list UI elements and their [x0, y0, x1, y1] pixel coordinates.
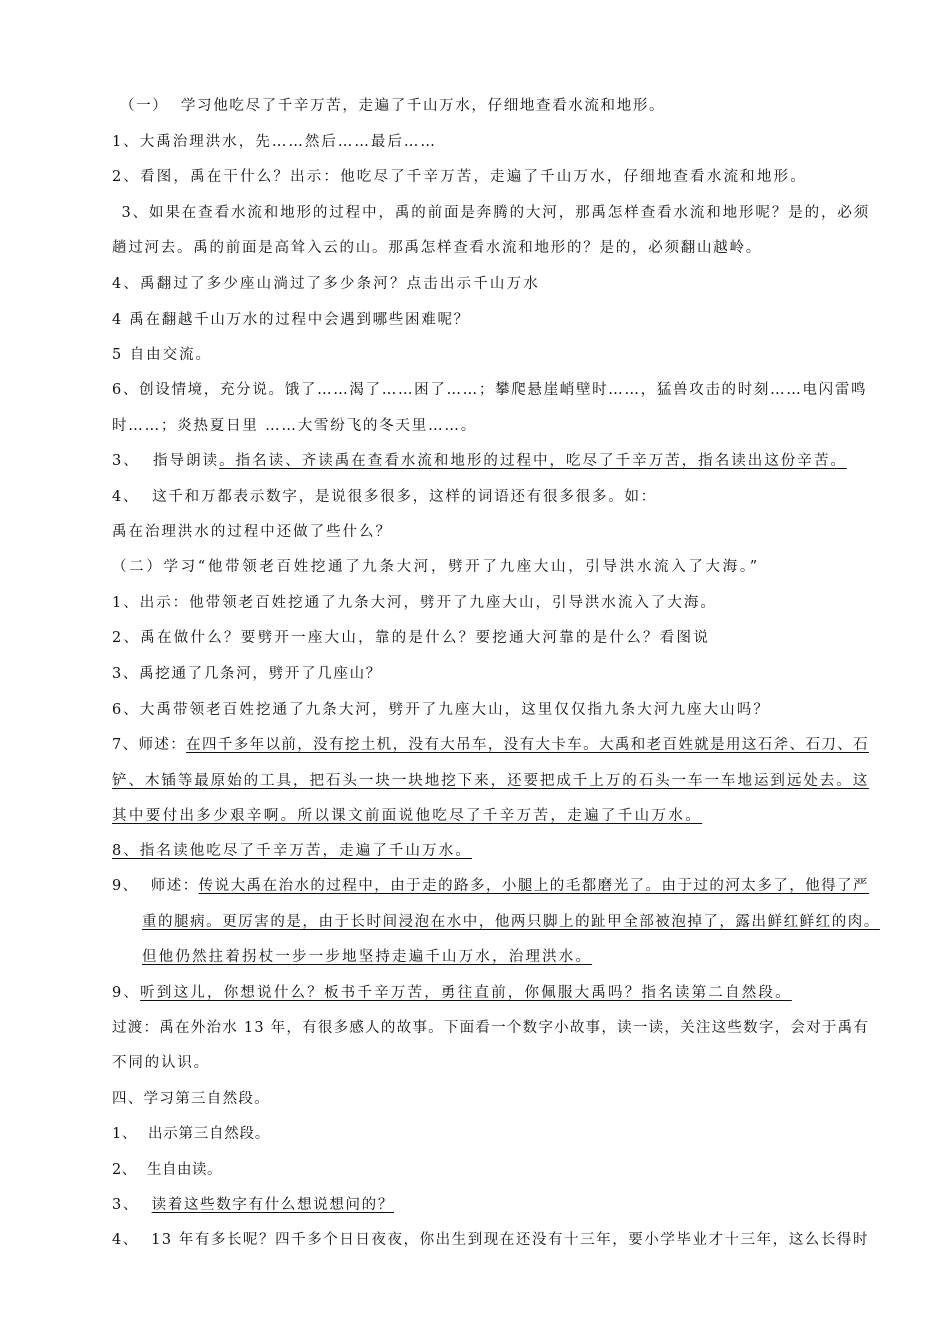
text-line: [112, 1124, 270, 1144]
text-segment: 9、 师述：: [112, 878, 199, 894]
text-line: [112, 700, 770, 720]
text-segment: 2、禹在做什么？要劈开一座大山，靠的是什么？要挖通大河靠的是什么？看图说: [112, 630, 711, 646]
underlined-text: 但他仍然拄着拐杖一步一步地坚持走遍千山万水，治理洪水。: [142, 949, 593, 965]
text-line: [112, 238, 762, 258]
text-line: [112, 1160, 222, 1180]
text-line: [112, 841, 472, 861]
text-segment: （一） 学习他吃尽了千辛万苦，走遍了千山万水，仔细地查看水流和地形。: [120, 98, 666, 114]
text-line: [112, 380, 867, 400]
text-line: [112, 1195, 394, 1215]
text-line: [142, 947, 592, 967]
text-segment: 4、 这千和万都表示数字，是说很多很多，这样的词语还有很多很多。如：: [112, 489, 658, 505]
text-line: [112, 416, 477, 436]
text-segment: 趟过河去。禹的前面是高耸入云的山。那禹怎样查看水流和地形的？是的，必须翻山越岭。: [112, 240, 762, 256]
text-line: [112, 167, 807, 187]
underlined-text: 读着这些数字有什么想说想问的？: [151, 1197, 394, 1213]
underlined-text: 其中要付出多少艰辛啊。所以课文前面说他吃尽了千辛万苦，走遍了千山万水。: [112, 808, 703, 824]
underlined-text: 在四千多年以前，没有挖土机，没有大吊车，没有大卡车。大禹和老百姓就是用这石斧、石刀、石: [186, 737, 869, 753]
text-line: [115, 203, 870, 223]
underlined-text: 铲、木锸等最原始的工具，把石头一块一块地挖下来，还要把成千上万的石头一车一车地运到远处去。这: [112, 773, 870, 789]
text-segment: 不同的认识。: [112, 1055, 210, 1071]
text-line: [112, 132, 437, 152]
text-segment: 时……；炎热夏日里 ……大雪纷飞的冬天里……。: [112, 418, 478, 434]
underlined-text: 重的腿病。更厉害的是，由于长时间浸泡在水中，他两只脚上的趾甲全部被泡掉了，露出鲜红鲜红的肉。: [142, 914, 880, 930]
text-line: [112, 274, 540, 294]
text-line: [112, 310, 470, 330]
text-segment: 过渡：禹在外治水 13 年，有很多感人的故事。下面看一个数字小故事，读一读，关注这些数字，会对于禹有: [112, 1020, 870, 1036]
text-segment: 7、师述：: [112, 737, 187, 753]
underlined-text: 听到这儿，你想说什么？板书千辛万苦，勇往直前，你佩服大禹吗？指名读第二自然段。: [140, 985, 792, 1001]
text-segment: 3、 指导朗读: [112, 453, 220, 469]
text-segment: 3、禹挖通了几条河，劈开了几座山？: [112, 666, 382, 682]
text-segment: 4 禹在翻越千山万水的过程中会遇到哪些困难呢？: [112, 312, 470, 328]
text-line: [112, 1230, 869, 1250]
text-segment: 4、禹翻过了多少座山淌过了多少条河？点击出示千山万水: [112, 276, 540, 292]
text-line: [112, 876, 869, 896]
underlined-text: 8、指名读他吃尽了千辛万苦，走遍了千山万水。: [112, 843, 472, 859]
text-line: [112, 983, 792, 1003]
text-line: [112, 664, 382, 684]
text-segment: 3、: [112, 1197, 152, 1213]
text-segment: 4、 13 年有多长呢？四千多个日日夜夜，你出生到现在还没有十三年，要小学毕业才十三年，这么长得时: [112, 1232, 869, 1248]
text-line: [120, 96, 665, 116]
underlined-text: 传说大禹在治水的过程中，由于走的路多，小腿上的毛都磨光了。由于过的河太多了，他得了严: [198, 878, 869, 894]
text-segment: 2、 生自由读。: [112, 1162, 223, 1178]
text-line: [112, 1089, 270, 1109]
text-line: [112, 1053, 210, 1073]
text-segment: 1、 出示第三自然段。: [112, 1126, 270, 1142]
text-segment: 5 自由交流。: [112, 347, 212, 363]
underlined-text: 。指名读、齐读禹在查看水流和地形的过程中，吃尽了千辛万苦，指名读出这份辛苦。: [219, 453, 847, 469]
text-segment: 2、看图，禹在干什么？出示：他吃尽了千辛万苦，走遍了千山万水，仔细地查看水流和地形。: [112, 169, 807, 185]
text-line: [112, 735, 869, 755]
text-line: [112, 345, 212, 365]
text-line: [112, 593, 717, 613]
text-line: [142, 912, 880, 932]
text-segment: 3、如果在查看水流和地形的过程中，禹的前面是奔腾的大河，那禹怎样查看水流和地形呢？是的，必须: [115, 205, 871, 221]
text-line: [112, 451, 847, 471]
text-segment: 9、: [112, 985, 141, 1001]
text-segment: 1、大禹治理洪水，先……然后……最后……: [112, 134, 437, 150]
text-line: [112, 771, 869, 791]
text-segment: 6、大禹带领老百姓挖通了九条大河，劈开了九座大山，这里仅仅指九条大河九座大山吗？: [112, 702, 770, 718]
text-segment: 四、学习第三自然段。: [112, 1091, 270, 1107]
text-segment: （二）学习“他带领老百姓挖通了九条大河，劈开了九座大山，引导洪水流入了大海。”: [112, 559, 760, 575]
text-segment: 6、创设情境，充分说。饿了……渴了……困了……；攀爬悬崖峭壁时……，猛兽攻击的时刻……电闪雷鸣: [112, 382, 868, 398]
text-line: [112, 806, 702, 826]
text-segment: 禹在治理洪水的过程中还做了些什么？: [112, 524, 392, 540]
text-line: [112, 628, 710, 648]
text-line: [112, 522, 392, 542]
text-segment: 1、出示：他带领老百姓挖通了九条大河，劈开了九座大山，引导洪水流入了大海。: [112, 595, 717, 611]
text-line: [112, 557, 760, 577]
text-line: [112, 1018, 869, 1038]
text-line: [112, 487, 657, 507]
